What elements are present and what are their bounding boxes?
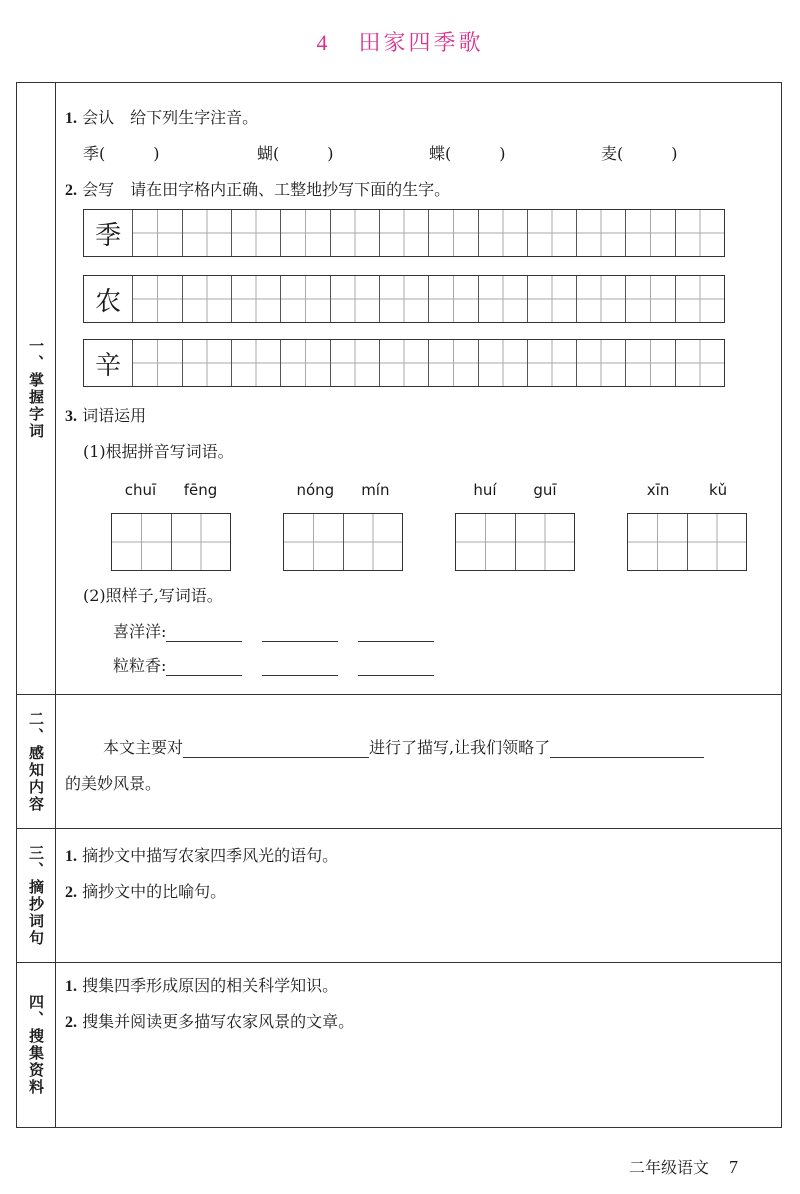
writing-grid-row[interactable] (83, 209, 725, 257)
model-char: 辛 (84, 340, 133, 386)
excerpt-item-1: 1. 摘抄文中描写农家四季风光的语句。 (65, 846, 339, 865)
section-excerpts (17, 829, 781, 963)
example-line-2: 粒粒香: (113, 653, 434, 676)
section-research (17, 963, 781, 1127)
page-number: 7 (729, 1157, 738, 1177)
pinyin-box-2[interactable]: nóng mín (283, 481, 403, 571)
model-char: 农 (84, 276, 133, 322)
research-item-1: 1. 搜集四季形成原因的相关科学知识。 (65, 976, 339, 995)
pinyin-box-3[interactable]: huí guī (455, 481, 575, 571)
pinyin-char-4[interactable]: 麦( ) (601, 144, 678, 163)
section-vocabulary (17, 83, 781, 695)
page-title (0, 26, 800, 57)
section-label: 三、摘抄词句 (17, 829, 56, 962)
footer-text: 二年级语文 (628, 1158, 709, 1177)
summary-blank-1[interactable] (183, 739, 369, 758)
summary-line-2: 的美妙风景。 (65, 774, 162, 793)
question-3-1: (1)根据拼音写词语。 (83, 442, 234, 461)
pinyin-box-4[interactable]: xīn kǔ (627, 481, 747, 571)
summary-blank-2[interactable] (550, 739, 704, 758)
page-footer (629, 1155, 738, 1178)
question-3: 3. 词语运用 (65, 406, 147, 425)
example-line-1: 喜洋洋: (113, 619, 434, 642)
section-content (17, 695, 781, 829)
pinyin-box-1[interactable]: chuī fēng (111, 481, 231, 571)
writing-grid-row[interactable] (83, 339, 725, 387)
question-2: 2. 会写 请在田字格内正确、工整地抄写下面的生字。 (65, 180, 451, 199)
worksheet-frame (16, 82, 782, 1128)
question-3-2: (2)照样子,写词语。 (83, 586, 223, 605)
lesson-number: 4 (316, 30, 331, 55)
section-label: 一、掌握字词 (17, 83, 56, 694)
model-char: 季 (84, 210, 133, 256)
writing-grid-row[interactable] (83, 275, 725, 323)
question-1: 1. 会认 给下列生字注音。 (65, 108, 259, 127)
lesson-title: 田家四季歌 (358, 31, 484, 56)
pinyin-char-3[interactable]: 蝶( ) (429, 144, 506, 163)
pinyin-char-1[interactable]: 季( ) (83, 144, 160, 163)
section-label: 四、搜集资料 (17, 963, 56, 1127)
section-label: 二、感知内容 (17, 695, 56, 828)
pinyin-char-2[interactable]: 蝴( ) (257, 144, 334, 163)
research-item-2: 2. 搜集并阅读更多描写农家风景的文章。 (65, 1012, 355, 1031)
excerpt-item-2: 2. 摘抄文中的比喻句。 (65, 882, 227, 901)
summary-line: 本文主要对 进行了描写,让我们领略了 (103, 735, 704, 758)
